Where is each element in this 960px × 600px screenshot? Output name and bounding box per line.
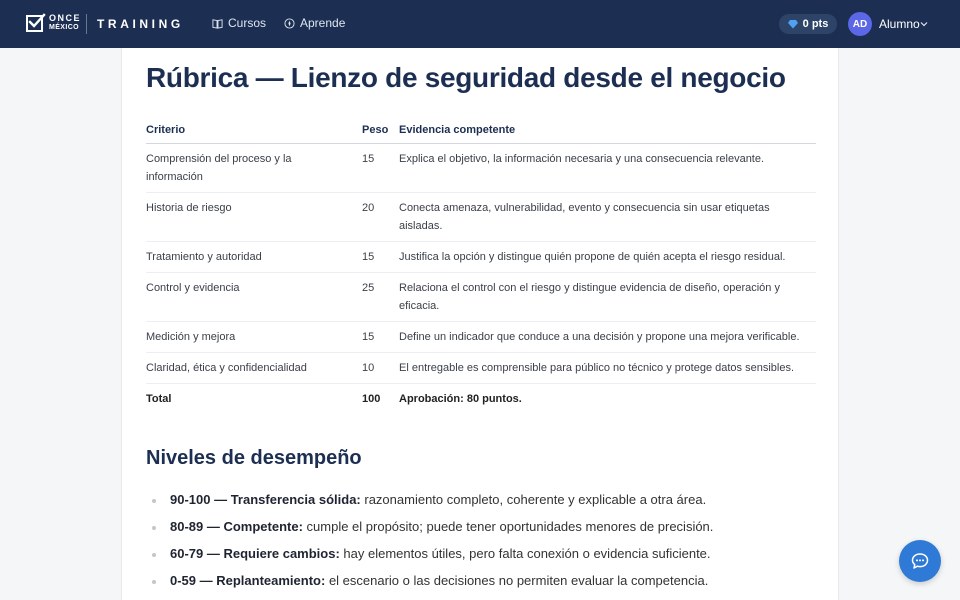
logo-wordmark bbox=[49, 14, 81, 32]
cell-criterio: Control y evidencia bbox=[146, 272, 362, 321]
cell-peso: 25 bbox=[362, 272, 399, 321]
cell-peso: 15 bbox=[362, 241, 399, 272]
main-content bbox=[121, 48, 839, 600]
cell-evidencia: Define un indicador que conduce a una decisión y propone una mejora verificable. bbox=[399, 321, 816, 352]
points-badge[interactable] bbox=[779, 14, 837, 34]
column-header-criterio: Criterio bbox=[146, 117, 362, 143]
compass-icon bbox=[284, 18, 295, 29]
cell-total-aprobacion: Aprobación: 80 puntos. bbox=[399, 392, 522, 405]
page-title: Rúbrica — Lienzo de seguridad desde el negocio bbox=[146, 62, 786, 93]
cell-criterio: Comprensión del proceso y la información bbox=[146, 143, 362, 192]
nav-cursos-label: Cursos bbox=[228, 16, 267, 30]
brand-logo[interactable] bbox=[26, 13, 81, 33]
cell-peso: 20 bbox=[362, 192, 399, 241]
table-row bbox=[146, 241, 816, 272]
nav-aprende-label: Aprende bbox=[300, 16, 346, 30]
list-item bbox=[146, 542, 713, 569]
level-description: razonamiento completo, coherente y explicable a otra área. bbox=[360, 492, 707, 507]
brand-training-label: TRAINING bbox=[97, 17, 184, 31]
user-menu-name[interactable]: Alumno bbox=[879, 17, 920, 31]
level-label: 90-100 — Transferencia sólida: bbox=[170, 492, 361, 507]
column-header-evidencia: Evidencia competente bbox=[399, 117, 816, 143]
levels-list bbox=[146, 488, 713, 596]
cell-evidencia: El entregable es comprensible para público no técnico y protege datos sensibles. bbox=[399, 352, 816, 383]
list-item bbox=[146, 569, 713, 596]
cell-criterio: Historia de riesgo bbox=[146, 192, 362, 241]
diamond-icon bbox=[788, 19, 798, 29]
table-row bbox=[146, 352, 816, 383]
cell-evidencia: Conecta amenaza, vulnerabilidad, evento y consecuencia sin usar etiquetas aisladas. bbox=[399, 192, 816, 241]
cell-criterio: Claridad, ética y confidencialidad bbox=[146, 352, 362, 383]
points-value: 0 pts bbox=[802, 18, 829, 30]
avatar[interactable]: AD bbox=[848, 12, 872, 36]
list-item bbox=[146, 515, 713, 542]
level-description: hay elementos útiles, pero falta conexión o evidencia suficiente. bbox=[339, 546, 711, 561]
logo-divider bbox=[86, 14, 87, 34]
level-label: 80-89 — Competente: bbox=[170, 519, 303, 534]
chat-bubble-icon bbox=[911, 552, 929, 570]
cell-total-label: Total bbox=[146, 392, 172, 405]
cell-criterio: Medición y mejora bbox=[146, 321, 362, 352]
list-item bbox=[146, 488, 713, 515]
logo-line-1: ONCE bbox=[49, 13, 82, 23]
chat-button[interactable] bbox=[899, 540, 941, 582]
cell-total-peso: 100 bbox=[362, 392, 381, 405]
cell-peso: 15 bbox=[362, 321, 399, 352]
level-label: 0-59 — Replanteamiento: bbox=[170, 573, 326, 588]
table-header-row bbox=[146, 117, 816, 143]
table-row bbox=[146, 192, 816, 241]
table-row bbox=[146, 272, 816, 321]
nav-aprende[interactable] bbox=[284, 16, 345, 30]
cell-peso: 10 bbox=[362, 352, 399, 383]
book-icon bbox=[212, 18, 223, 29]
level-description: el escenario o las decisiones no permiten evaluar la competencia. bbox=[325, 573, 709, 588]
table-total-row bbox=[146, 383, 816, 414]
levels-heading: Niveles de desempeño bbox=[146, 447, 362, 469]
table-row bbox=[146, 143, 816, 192]
table-row bbox=[146, 321, 816, 352]
level-description: cumple el propósito; puede tener oportunidades menores de precisión. bbox=[302, 519, 714, 534]
cell-criterio: Tratamiento y autoridad bbox=[146, 241, 362, 272]
cell-evidencia: Explica el objetivo, la información necesaria y una consecuencia relevante. bbox=[399, 143, 816, 192]
column-header-peso: Peso bbox=[362, 117, 399, 143]
checkbox-logo-icon bbox=[26, 13, 46, 33]
level-label: 60-79 — Requiere cambios: bbox=[170, 546, 340, 561]
cell-peso: 15 bbox=[362, 143, 399, 192]
cell-evidencia: Relaciona el control con el riesgo y distingue evidencia de diseño, operación y eficacia. bbox=[399, 272, 816, 321]
nav-cursos[interactable] bbox=[212, 16, 266, 30]
top-navigation-bar bbox=[0, 0, 960, 48]
rubric-table bbox=[146, 117, 816, 414]
logo-line-2: MÉXICO bbox=[49, 24, 80, 31]
cell-evidencia: Justifica la opción y distingue quién propone de quién acepta el riesgo residual. bbox=[399, 241, 816, 272]
chevron-down-icon[interactable] bbox=[920, 20, 928, 28]
